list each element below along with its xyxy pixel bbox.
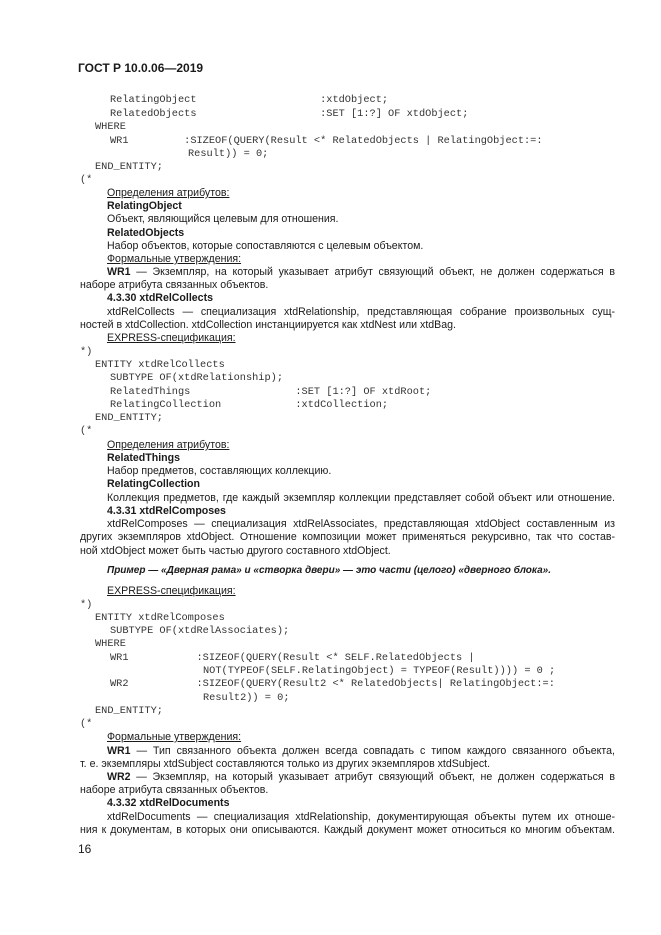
line-text: RelatedThings <box>107 452 180 464</box>
term-heading <box>107 292 213 304</box>
text-line <box>107 213 338 225</box>
line-text: наборе атрибута связанных объектов. <box>80 784 269 796</box>
line-text: Объект, являющийся целевым для отношения. <box>107 213 339 225</box>
code-line <box>80 425 92 437</box>
line-text: Формальные утверждения: <box>107 253 242 265</box>
code-line <box>203 692 290 704</box>
line-text: *) <box>80 346 93 358</box>
page-header: ГОСТ Р 10.0.06—2019 <box>78 61 204 75</box>
paragraph-line <box>107 745 615 757</box>
line-text: Пример — «Дверная рама» и «створка двери» — это части (целого) «дверного блока». <box>107 565 551 576</box>
section-label <box>107 187 229 199</box>
line-text: ной xtdObject может быть частью другого составного xtdObject. <box>80 545 391 557</box>
rule-label: WR1 <box>107 266 131 278</box>
line-text: (* <box>80 174 93 186</box>
line-text: Набор предметов, составляющих коллекцию. <box>107 465 332 477</box>
line-text: xtdRelCollects — специализация xtdRelationship, представляющая собрание произвольных сущ- <box>107 306 615 318</box>
code-line <box>110 372 283 384</box>
line-text: Result)) = 0; <box>188 148 269 160</box>
line-text: SUBTYPE OF(xtdRelationship); <box>110 372 284 384</box>
line-text: WHERE <box>95 638 126 650</box>
text-line <box>80 319 456 331</box>
line-text: xtdRelComposes — специализация xtdRelAssociates, представляющая xtdObject составленным из <box>107 518 615 530</box>
line-text: WHERE <box>95 121 126 133</box>
line-text: Коллекция предметов, где каждый экземпляр коллекции представляет собой объект или отношение. <box>107 492 615 504</box>
line-text: END_ENTITY; <box>95 705 163 717</box>
line-text: (* <box>80 425 93 437</box>
code-line <box>80 174 92 186</box>
line-text: — Экземпляр, на который указывает атрибут связующий объект, не должен содержаться в <box>130 771 615 783</box>
line-text: ностей в xtdCollection. xtdCollection инстанциируется как xtdNest или xtdBag. <box>80 319 456 331</box>
line-text: — Экземпляр, на который указывает атрибут связующий объект, не должен содержаться в <box>130 266 615 278</box>
term-heading <box>107 797 229 809</box>
term-heading <box>107 200 182 212</box>
line-text: Формальные утверждения: <box>107 731 242 743</box>
line-text: других экземпляров xtdObject. Отношение композиции может применяться рекурсивно, так что состав- <box>80 531 615 543</box>
text-line <box>107 465 331 477</box>
line-text: Result2)) = 0; <box>203 692 290 704</box>
text-line <box>80 784 268 796</box>
text-line <box>80 545 391 557</box>
paragraph-line <box>80 824 615 836</box>
line-text: (* <box>80 718 93 730</box>
line-text: ния к документам, в которых они описываются. Каждый документ может относиться ко многим объектам. <box>80 824 615 836</box>
code-line <box>110 108 468 120</box>
code-line <box>95 161 163 173</box>
section-label <box>107 731 241 743</box>
term-heading <box>107 505 226 517</box>
line-text: RelatingObject :xtdObject; <box>110 94 389 106</box>
section-label <box>107 253 241 265</box>
line-text: END_ENTITY; <box>95 412 163 424</box>
rule-label: WR2 <box>107 771 131 783</box>
code-line <box>95 121 126 133</box>
line-text: наборе атрибута связанных объектов. <box>80 279 269 291</box>
term-heading <box>107 452 180 464</box>
line-text: RelatedObjects <box>107 227 185 239</box>
code-line <box>95 705 163 717</box>
code-line <box>95 412 163 424</box>
code-line <box>80 718 92 730</box>
code-line <box>203 665 555 677</box>
code-line <box>110 399 388 411</box>
line-text: EXPRESS-спецификация: <box>107 332 236 344</box>
line-text: 4.3.30 xtdRelCollects <box>107 292 213 304</box>
code-line <box>95 612 225 624</box>
paragraph-line <box>80 531 615 543</box>
line-text: RelatedThings :SET [1:?] OF xtdRoot; <box>110 386 432 398</box>
example-note <box>107 565 551 576</box>
page-number: 16 <box>78 842 92 856</box>
text-line <box>107 240 423 252</box>
line-text: WR1 :SIZEOF(QUERY(Result <* RelatedObjects | RelatingObject:=: <box>110 135 543 147</box>
line-text: Набор объектов, которые сопоставляются с целевым объектом. <box>107 240 424 252</box>
paragraph-line <box>107 771 615 783</box>
line-text: xtdRelDocuments — специализация xtdRelationship, документирующая объекты путем их отноше- <box>107 811 615 823</box>
paragraph-line <box>107 266 615 278</box>
term-heading <box>107 478 200 490</box>
line-text: Определения атрибутов: <box>107 439 230 451</box>
line-text: 4.3.32 xtdRelDocuments <box>107 797 230 809</box>
line-text: RelatingCollection :xtdCollection; <box>110 399 389 411</box>
code-line <box>110 94 388 106</box>
section-label <box>107 439 229 451</box>
line-text: RelatingCollection <box>107 478 200 490</box>
line-text: EXPRESS-спецификация: <box>107 585 236 597</box>
rule-label: WR1 <box>107 745 131 757</box>
line-text: *) <box>80 599 93 611</box>
code-line <box>95 638 126 650</box>
section-label <box>107 332 236 344</box>
line-text: SUBTYPE OF(xtdRelAssociates); <box>110 625 290 637</box>
paragraph-line <box>107 306 615 318</box>
line-text: RelatingObject <box>107 200 182 212</box>
code-line <box>80 599 92 611</box>
code-line <box>110 386 431 398</box>
line-text: WR2 :SIZEOF(QUERY(Result2 <* RelatedObjects| RelatingObject:=: <box>110 678 555 690</box>
line-text: NOT(TYPEOF(SELF.RelatingObject) = TYPEOF(Result)))) = 0 ; <box>203 665 556 677</box>
line-text: — Тип связанного объекта должен всегда совпадать с типом каждого связанного объекта, <box>130 745 615 757</box>
code-line <box>110 135 543 147</box>
code-line <box>110 652 475 664</box>
line-text: т. е. экземпляры xtdSubject составляются только из других экземпляров xtdSubject. <box>80 758 491 770</box>
code-line <box>80 346 92 358</box>
term-heading <box>107 227 184 239</box>
code-line <box>188 148 268 160</box>
text-line <box>80 758 490 770</box>
line-text: END_ENTITY; <box>95 161 163 173</box>
text-line <box>80 279 268 291</box>
line-text: WR1 :SIZEOF(QUERY(Result <* SELF.RelatedObjects | <box>110 652 475 664</box>
line-text: RelatedObjects :SET [1:?] OF xtdObject; <box>110 108 469 120</box>
code-line <box>110 625 289 637</box>
paragraph-line <box>107 518 615 530</box>
code-line <box>110 678 555 690</box>
line-text: ENTITY xtdRelComposes <box>95 612 225 624</box>
line-text: Определения атрибутов: <box>107 187 230 199</box>
paragraph-line <box>107 492 615 504</box>
section-label <box>107 585 236 597</box>
code-line <box>95 359 225 371</box>
line-text: ENTITY xtdRelCollects <box>95 359 225 371</box>
paragraph-line <box>107 811 615 823</box>
line-text: 4.3.31 xtdRelComposes <box>107 505 226 517</box>
